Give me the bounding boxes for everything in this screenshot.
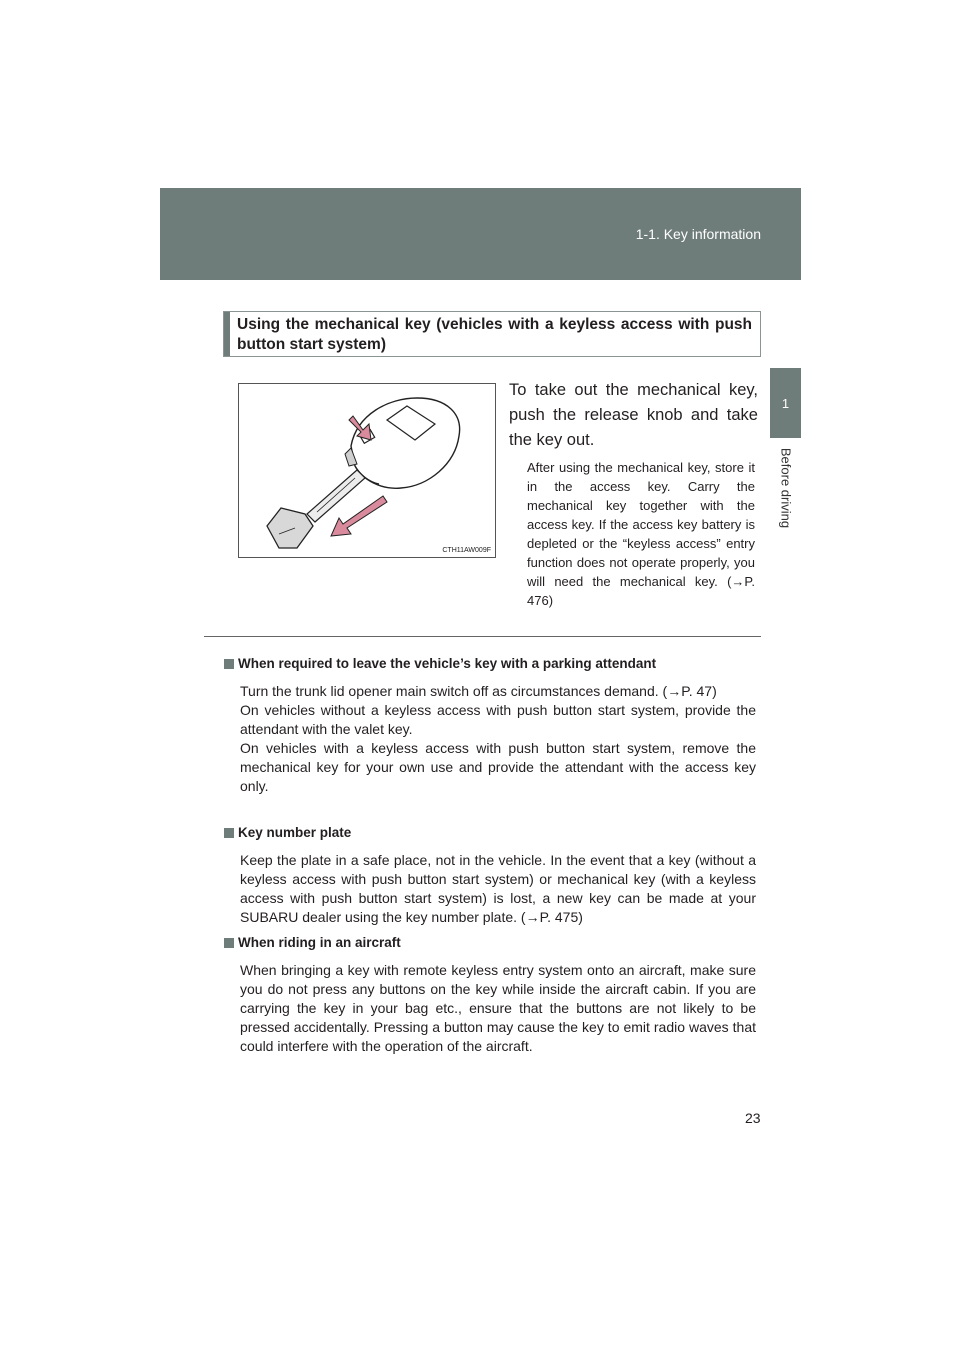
pull-out-arrow (331, 496, 387, 536)
info-body (240, 961, 756, 1056)
square-bullet-icon (224, 828, 234, 838)
info-title (224, 934, 756, 952)
instruction-text: To take out the mechanical key, push the release knob and take the key out. (509, 381, 758, 449)
info-title-text: Key number plate (238, 825, 352, 840)
chapter-tab (770, 368, 801, 438)
key-illustration (238, 383, 496, 558)
section-heading-bar (224, 312, 230, 356)
section-heading-text: Using the mechanical key (vehicles with a keyless access with push button start system) (237, 316, 752, 353)
blade-groove (317, 478, 355, 512)
chapter-label: Before driving (778, 447, 794, 529)
key-drawing (239, 384, 495, 557)
info-paragraph: Keep the plate in a safe place, not in the vehicle. In the event that a key (without a keyless access with push button start system) or mechanical key (with a keyless access with push button start system) is lost, a new key can be made at your SUBARU dealer using the key number plate. (→P. 475) (240, 852, 756, 925)
section-heading (223, 311, 761, 357)
info-block-parking-attendant (224, 655, 756, 796)
info-title-text: When required to leave the vehicle’s key with a parking attendant (238, 656, 657, 671)
square-bullet-icon (224, 938, 234, 948)
note-text: After using the mechanical key, store it in the access key. Carry the mechanical key together with the access key. If the access key battery is depleted or the “keyless access” entry function does not operate properly, you will need the mechanical key. (→P. 476) (527, 460, 755, 608)
square-bullet-icon (224, 659, 234, 669)
info-title (224, 824, 756, 842)
info-paragraph: On vehicles without a keyless access with push button start system, provide the attendant with the valet key. (240, 702, 756, 737)
header-title: 1-1. Key information (635, 226, 761, 242)
chapter-number: 1 (781, 395, 790, 411)
info-title (224, 655, 756, 673)
page-number: 23 (745, 1110, 761, 1126)
info-block-key-number-plate (224, 824, 756, 927)
divider (204, 636, 761, 637)
info-paragraph: When bringing a key with remote keyless entry system onto an aircraft, make sure you do not press any buttons on the key while inside the aircraft cabin. If you are carrying the key in your bag etc., ensure that the buttons are not likely to be pressed accidentally. Pressing a button may cause the key to emit radio waves that could interfere with the operation of the aircraft. (240, 962, 756, 1054)
info-body (240, 851, 756, 927)
info-block-aircraft (224, 934, 756, 1056)
info-paragraph: Turn the trunk lid opener main switch off as circumstances demand. (→P. 47) (240, 683, 717, 699)
figure-code: CTH11AW009F (442, 547, 491, 554)
info-title-text: When riding in an aircraft (238, 935, 401, 950)
mechanical-key-head (267, 508, 313, 548)
header-band (160, 188, 801, 280)
info-paragraph: On vehicles with a keyless access with push button start system, remove the mechanical key for your own use and provide the attendant with the access key only. (240, 740, 756, 794)
info-body (240, 682, 756, 796)
